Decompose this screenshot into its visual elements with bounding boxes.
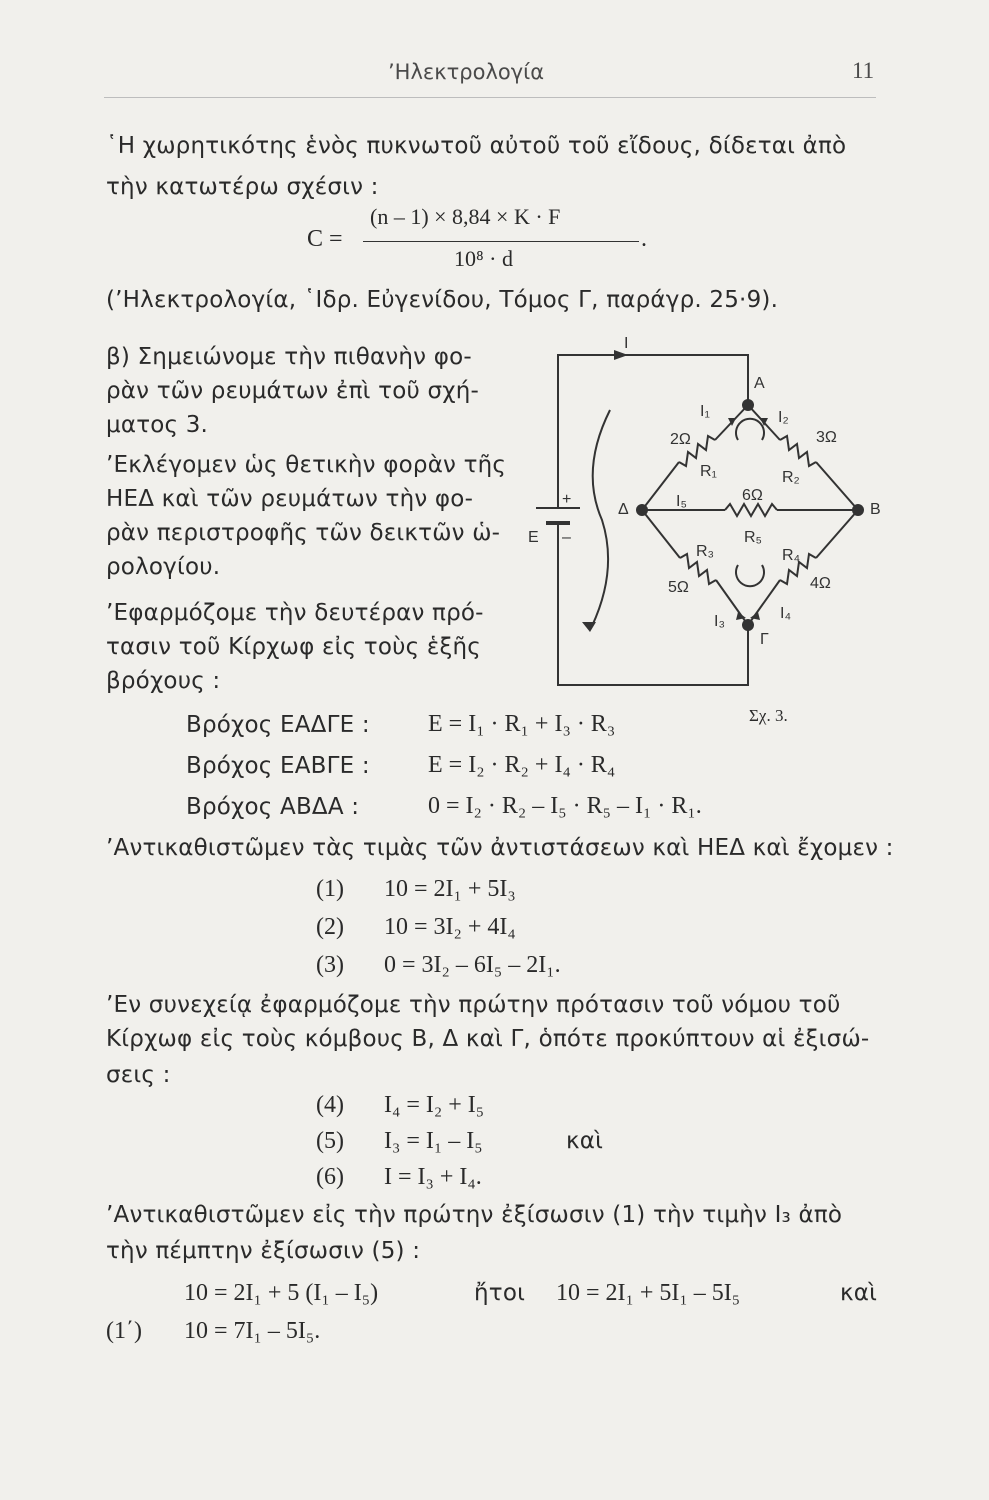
node-b bbox=[852, 504, 864, 516]
formula-lhs: C = bbox=[307, 226, 343, 252]
fraction-bar bbox=[363, 241, 639, 242]
loop-label: Βρόχος ΑΒΔΑ : bbox=[186, 794, 360, 820]
label-i1: I₁ bbox=[700, 403, 710, 420]
label-minus: – bbox=[562, 529, 571, 546]
node-gamma bbox=[742, 619, 754, 631]
equation-number: (2) bbox=[316, 914, 344, 940]
equation: I₃ = I₁ – I₅ bbox=[384, 1128, 483, 1154]
equation-number: (5) bbox=[316, 1128, 344, 1154]
loop-label: Βρόχος ΕΑΔΓΕ : bbox=[186, 712, 370, 738]
label-r3-value: 5Ω bbox=[668, 579, 689, 596]
label-i: I bbox=[624, 335, 629, 352]
paragraph-line: β) Σημειώνομε τὴν πιθανὴν φο- bbox=[106, 344, 472, 370]
paragraph-line: ’Εκλέγομεν ὡς θετικὴν φορὰν τῆς bbox=[106, 452, 507, 478]
equation: 10 = 2I₁ + 5I₁ – 5I₅ bbox=[556, 1280, 741, 1306]
equation-connective: ἤτοι bbox=[474, 1280, 526, 1306]
label-plus: + bbox=[562, 491, 572, 508]
paragraph-line: Κίρχωφ εἰς τοὺς κόμβους Β, Δ καὶ Γ, ὁπότε προκύπτουν αἱ ἐξισώ- bbox=[106, 1026, 870, 1052]
equation: 10 = 7I₁ – 5I₅. bbox=[184, 1318, 321, 1344]
label-i5: I₅ bbox=[676, 493, 687, 510]
node-delta bbox=[636, 504, 648, 516]
equation-number: (1΄) bbox=[106, 1318, 142, 1344]
equation-connective: καὶ bbox=[566, 1128, 604, 1154]
label-e: E bbox=[528, 529, 539, 546]
label-r1-value: 2Ω bbox=[670, 431, 691, 448]
label-r3: R₃ bbox=[696, 543, 715, 560]
label-r2: R₂ bbox=[782, 469, 800, 486]
wire-r1-to-delta bbox=[642, 462, 679, 510]
label-gamma: Γ bbox=[760, 631, 769, 648]
paragraph-line: ΗΕΔ καὶ τῶν ρευμάτων τὴν φο- bbox=[106, 486, 474, 512]
loop-arrow-inner bbox=[736, 565, 764, 586]
running-header-title: ’Ηλεκτρολογία bbox=[388, 60, 545, 84]
loop-arrow-head bbox=[582, 622, 596, 632]
equation: 10 = 2I₁ + 5I₃ bbox=[384, 876, 516, 902]
paragraph-line: ’Εφαρμόζομε τὴν δευτέραν πρό- bbox=[106, 600, 484, 626]
paragraph-line: ’Εν συνεχείᾳ ἐφαρμόζομε τὴν πρώτην πρότασιν τοῦ νόμου τοῦ bbox=[106, 992, 841, 1018]
label-r4: R₄ bbox=[782, 547, 801, 564]
wire bbox=[558, 355, 748, 480]
paragraph-line: ’Αντικαθιστῶμεν εἰς τὴν πρώτην ἐξίσωσιν (1) τὴν τιμὴν I₃ ἀπὸ bbox=[106, 1202, 843, 1228]
wire-delta-to-r3 bbox=[642, 510, 680, 558]
paragraph-line: ’Αντικαθιστῶμεν τὰς τιμὰς τῶν ἀντιστάσεων καὶ ΗΕΔ καὶ ἔχομεν : bbox=[106, 835, 894, 861]
label-b: B bbox=[870, 501, 881, 518]
paragraph-line: σεις : bbox=[106, 1062, 171, 1088]
formula-numerator: (n – 1) × 8,84 × K · F bbox=[370, 204, 561, 229]
circuit-diagram bbox=[510, 330, 910, 690]
loop-arrow bbox=[592, 410, 610, 626]
equation-number: (4) bbox=[316, 1092, 344, 1118]
label-a: A bbox=[754, 375, 765, 392]
label-r5-value: 6Ω bbox=[742, 487, 763, 504]
formula-denominator: 10⁸ · d bbox=[454, 246, 513, 271]
paragraph-line: ρὰν τῶν ρευμάτων ἐπὶ τοῦ σχή- bbox=[106, 378, 480, 404]
loop-equation: E = I₁ · R₁ + I₃ · R₃ bbox=[428, 711, 616, 737]
wire-b-to-r4 bbox=[816, 510, 858, 558]
node-a bbox=[742, 399, 754, 411]
equation: 10 = 2I₁ + 5 (I₁ – I₅) bbox=[184, 1280, 379, 1306]
paragraph-line: βρόχους : bbox=[106, 668, 221, 694]
equation-number: (6) bbox=[316, 1164, 344, 1190]
label-r4-value: 4Ω bbox=[810, 575, 831, 592]
label-i3: I₃ bbox=[714, 613, 725, 630]
paragraph-line: ρὰν περιστροφῆς τῶν δεικτῶν ὡ- bbox=[106, 520, 501, 546]
paragraph-line: τασιν τοῦ Κίρχωφ εἰς τοὺς ἑξῆς bbox=[106, 634, 481, 660]
resistor-r2 bbox=[780, 436, 816, 466]
header-rule bbox=[104, 97, 876, 98]
loop-label: Βρόχος ΕΑΒΓΕ : bbox=[186, 753, 370, 779]
equation: I₄ = I₂ + I₅ bbox=[384, 1092, 485, 1118]
label-r5: R₅ bbox=[744, 529, 762, 546]
label-delta: Δ bbox=[618, 501, 629, 518]
equation: 0 = 3I₂ – 6I₅ – 2I₁. bbox=[384, 952, 561, 978]
paragraph-line: τὴν πέμπτην ἐξίσωσιν (5) : bbox=[106, 1238, 421, 1264]
wire bbox=[558, 535, 748, 685]
equation: 10 = 3I₂ + 4I₄ bbox=[384, 914, 516, 940]
resistor-r5 bbox=[725, 504, 777, 516]
formula-period: . bbox=[641, 226, 647, 252]
loop-equation: E = I₂ · R₂ + I₄ · R₄ bbox=[428, 752, 616, 778]
wire-r2-to-b bbox=[816, 462, 858, 510]
label-i4: I₄ bbox=[780, 605, 791, 622]
loop-arrow-inner bbox=[736, 419, 764, 440]
paragraph-line: ματος 3. bbox=[106, 412, 209, 438]
citation: (’Ηλεκτρολογία, ῾Ιδρ. Εὐγενίδου, Τόμος Γ, παράγρ. 25·9). bbox=[106, 287, 779, 313]
loop-equation: 0 = I₂ · R₂ – I₅ · R₅ – I₁ · R₁. bbox=[428, 793, 702, 819]
paragraph-line: ῾Η χωρητικότης ἑνὸς πυκνωτοῦ αὐτοῦ τοῦ εἴδους, δίδεται ἀπὸ bbox=[106, 133, 847, 159]
equation-connective: καὶ bbox=[840, 1280, 878, 1306]
label-r1: R₁ bbox=[700, 463, 717, 480]
equation: I = I₃ + I₄. bbox=[384, 1164, 482, 1190]
page-number: 11 bbox=[852, 58, 875, 83]
figure-caption: Σχ. 3. bbox=[749, 706, 788, 725]
paragraph-line: ρολογίου. bbox=[106, 554, 221, 580]
equation-number: (3) bbox=[316, 952, 344, 978]
equation-number: (1) bbox=[316, 876, 344, 902]
label-i2: I₂ bbox=[778, 409, 789, 426]
label-r2-value: 3Ω bbox=[816, 429, 837, 446]
paragraph-line: τὴν κατωτέρω σχέσιν : bbox=[106, 174, 379, 200]
